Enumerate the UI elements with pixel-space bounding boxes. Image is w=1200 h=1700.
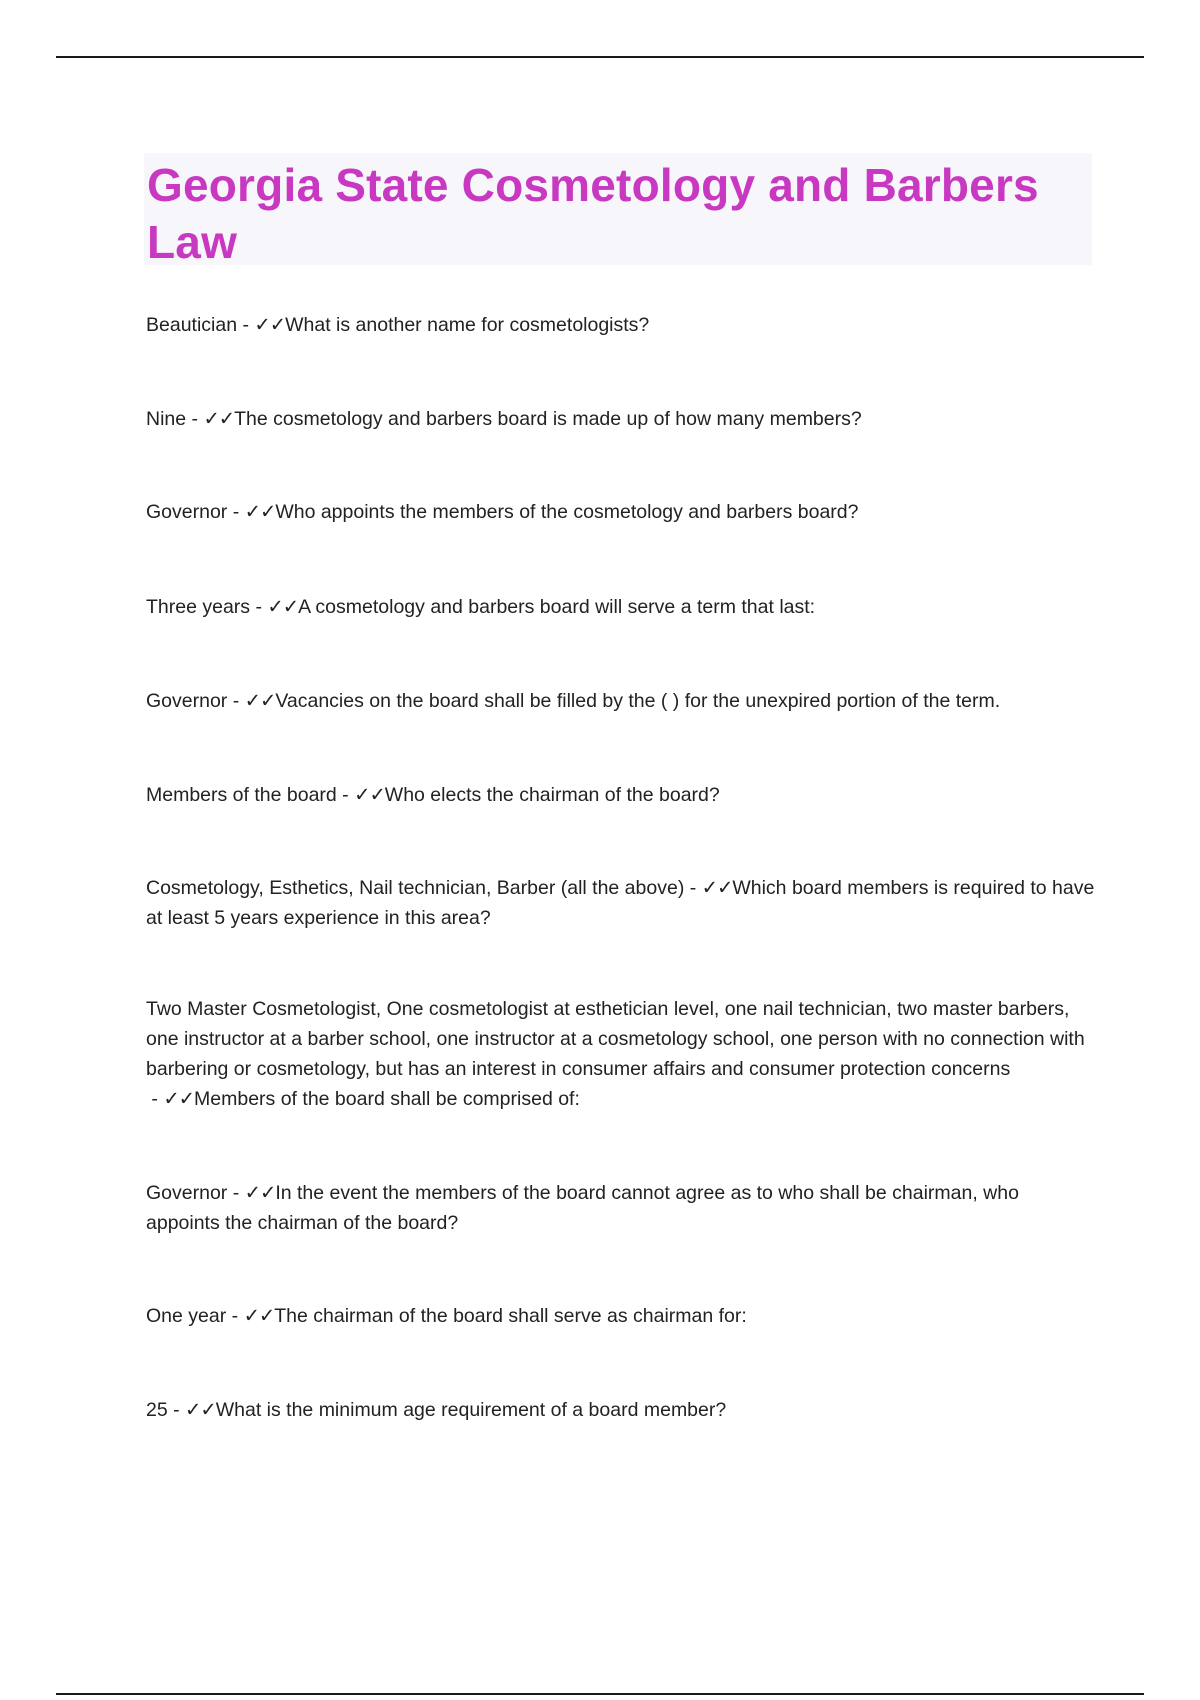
qa-answer: Beautician [146, 314, 238, 336]
qa-item [146, 497, 1096, 527]
qa-separator: - [167, 1399, 186, 1421]
double-check-icon: ✓✓ [267, 595, 299, 618]
qa-item [146, 592, 1096, 622]
qa-item [146, 310, 1096, 340]
qa-item [146, 1395, 1096, 1425]
qa-separator: - [237, 314, 255, 336]
qa-answer: One year [146, 1305, 227, 1327]
double-check-icon: ✓✓ [701, 876, 733, 899]
qa-question: Members of the board shall be comprised of: [194, 1088, 580, 1110]
qa-item [146, 994, 1096, 1114]
qa-separator: - [146, 1088, 164, 1110]
qa-answer: Governor [146, 690, 228, 712]
qa-item [146, 1301, 1096, 1331]
qa-question: Vacancies on the board shall be filled by the ( ) for the unexpired portion of the term. [275, 690, 1001, 712]
double-check-icon: ✓✓ [203, 407, 235, 430]
title-banner [144, 153, 1092, 268]
qa-question: What is the minimum age requirement of a board member? [215, 1399, 727, 1421]
double-check-icon: ✓✓ [244, 689, 276, 712]
qa-answer: Nine [146, 408, 187, 430]
qa-answer: Governor [146, 501, 228, 523]
qa-separator: - [226, 1305, 244, 1327]
double-check-icon: ✓✓ [354, 783, 385, 806]
double-check-icon: ✓✓ [244, 500, 276, 523]
page-title: Georgia State Cosmetology and Barbers Law [147, 159, 1039, 268]
qa-answer: Three years [146, 596, 251, 618]
qa-answer: Governor [146, 1182, 228, 1204]
double-check-icon: ✓✓ [243, 1304, 275, 1327]
top-rule [56, 56, 1144, 58]
qa-separator: - [684, 877, 702, 899]
qa-item [146, 686, 1096, 716]
bottom-rule [56, 1693, 1144, 1695]
qa-separator: - [186, 408, 204, 430]
qa-question: Who elects the chairman of the board? [384, 784, 720, 806]
qa-item [146, 780, 1096, 810]
qa-item [146, 873, 1096, 933]
qa-separator: - [336, 784, 355, 806]
double-check-icon: ✓✓ [244, 1181, 276, 1204]
qa-question: A cosmetology and barbers board will serve a term that last: [298, 596, 816, 618]
qa-question: What is another name for cosmetologists? [285, 314, 650, 336]
qa-answer: Cosmetology, Esthetics, Nail technician, Barber (all the above) [146, 877, 685, 899]
double-check-icon: ✓✓ [254, 313, 286, 336]
qa-answer: Members of the board [146, 784, 337, 806]
qa-separator: - [227, 501, 245, 523]
qa-answer: 25 [146, 1399, 168, 1421]
double-check-icon: ✓✓ [163, 1087, 195, 1110]
qa-separator: - [227, 690, 245, 712]
qa-question: The chairman of the board shall serve as chairman for: [274, 1305, 747, 1327]
qa-question: Which board members is required to have at least 5 years experience in this area? [146, 877, 1095, 929]
qa-question: The cosmetology and barbers board is made up of how many members? [234, 408, 862, 430]
qa-question: Who appoints the members of the cosmetology and barbers board? [275, 501, 859, 523]
qa-answer: Two Master Cosmetologist, One cosmetologist at esthetician level, one nail technician, two master barbers, one instructor at a barber school, one instructor at a cosmetology school, one person with no connection with barbering or cosmetology, but has an interest in consumer affairs and consumer protection concerns [146, 998, 1085, 1080]
qa-item [146, 404, 1096, 434]
double-check-icon: ✓✓ [185, 1398, 216, 1421]
qa-separator: - [250, 596, 268, 618]
qa-separator: - [227, 1182, 245, 1204]
qa-item [146, 1178, 1096, 1238]
qa-question: In the event the members of the board cannot agree as to who shall be chairman, who appoints the chairman of the board? [146, 1182, 1019, 1234]
